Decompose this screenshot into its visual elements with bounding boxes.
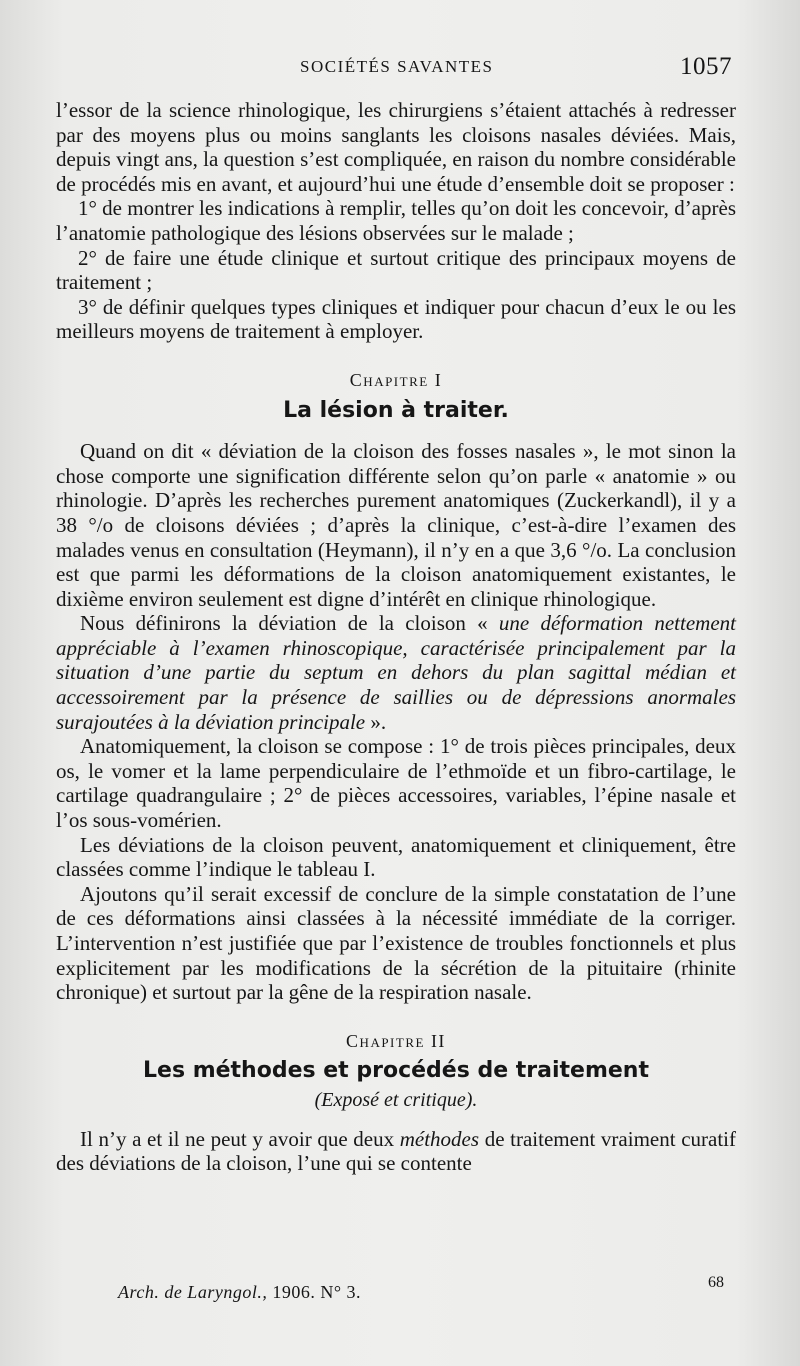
journal-year-issue: 1906. N° 3. — [272, 1282, 362, 1302]
page-footer — [0, 1274, 800, 1312]
journal-name: Arch. de Laryngol., — [118, 1282, 268, 1302]
chapter-2-label: Chapitre II — [346, 1030, 446, 1051]
definition-end: ». — [365, 709, 387, 734]
body-text — [56, 98, 736, 1176]
methods-italic: méthodes — [399, 1126, 480, 1151]
list-item-1: 1° de montrer les indications à remplir, telles qu’on doit les concevoir, d’après l’anatomie pathologique des lésions observées sur le malade ; — [56, 196, 736, 245]
running-title: SOCIÉTÉS SAVANTES — [300, 57, 494, 76]
running-head — [0, 55, 800, 85]
list-item-2: 2° de faire une étude clinique et surtout critique des principaux moyens de traitement ; — [56, 245, 736, 295]
chapter-2-title: Les méthodes et procédés de traitement — [143, 1058, 649, 1084]
page-number: 1057 — [680, 53, 732, 80]
paragraph-intervention: Ajoutons qu’il serait excessif de conclure de la simple constatation de l’une de ces déformations ainsi classées à la nécessité immédiate de la corriger. L’intervention n’est justifiée que par l’existence de troubles fonctionnels et plus explicitement par les modifications de la sécrétion de la pituitaire (rhinite chronique) et surtout par la gêne de la respiration nasale. — [56, 881, 736, 1005]
paragraph-definition — [56, 611, 736, 734]
methods-lead: Il n’y a et il ne peut y avoir que deux — [80, 1126, 400, 1151]
definition-italic: une déformation nettement appréciable à l’examen rhinoscopique, caractérisée principalement par la situation d’une partie du septum en dehors du plan sagittal médian et accessoirement par la présence de saillies ou de dépressions anormales surajoutées à la déviation principale — [56, 611, 736, 734]
paragraph-deviation-meaning: Quand on dit « déviation de la cloison des fosses nasales », le mot sinon la chose comporte une signification différente selon qu’on parle « anatomie » ou rhinologie. D’après les recherches purement anatomiques (Zuckerkandl), il y a 38 °/o de cloisons déviées ; d’après la clinique, c’est-à-dire l’examen des malades venus en consultation (Heymann), il n’y en a que 3,6 °/o. La conclusion est que parmi les déformations de la cloison anatomiquement existantes, le dixième environ seulement est digne d’intérêt en clinique rhinologique. — [56, 439, 736, 611]
paragraph-anatomy: Anatomiquement, la cloison se compose : 1° de trois pièces principales, deux os, le vomer et la lame perpendiculaire de l’ethmoïde et un fibro-cartilage, le cartilage quadrangulaire ; 2° de pièces accessoires, variables, l’épine nasale et l’os sous-vomérien. — [56, 734, 736, 833]
paragraph-intro: l’essor de la science rhinologique, les chirurgiens s’étaient attachés à redresser par des moyens plus ou moins sanglants les cloisons nasales déviées. Mais, depuis vingt ans, la question s’est compliquée, en raison du nombre considérable de procédés mis en avant, et aujourd’hui une étude d’ensemble doit se proposer : — [56, 98, 736, 196]
paragraph-classification: Les déviations de la cloison peuvent, anatomiquement et cliniquement, être classées comme l’indique le tableau I. — [56, 832, 736, 882]
list-item-3: 3° de définir quelques types cliniques et indiquer pour chacun d’eux le ou les meilleurs moyens de traitement à employer. — [56, 294, 736, 344]
chapter-2-subtitle: (Exposé et critique). — [314, 1088, 478, 1111]
chapter-1-title: La lésion à traiter. — [283, 397, 509, 423]
signature-mark: 68 — [708, 1274, 724, 1291]
paragraph-methods — [56, 1127, 736, 1176]
definition-lead: Nous définirons la déviation de la cloison « — [80, 611, 499, 636]
journal-reference — [118, 1282, 361, 1303]
chapter-1-label: Chapitre I — [349, 369, 443, 390]
methods-rest: de traitement vraiment curatif des déviations de la cloison, l’une qui se contente — [56, 1126, 736, 1176]
